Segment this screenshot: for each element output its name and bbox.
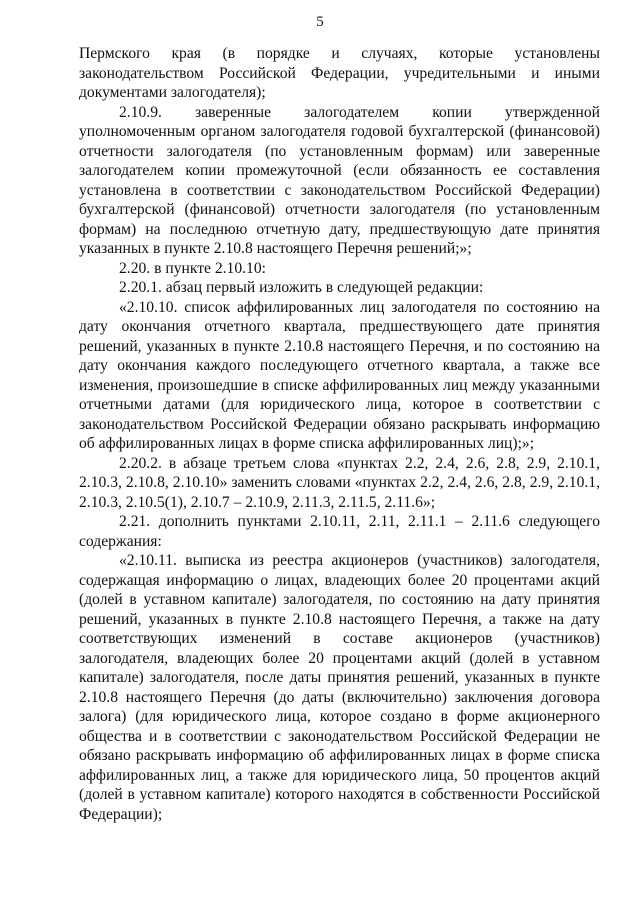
- paragraph: 2.20. в пункте 2.10.10:: [119, 259, 266, 277]
- paragraph: 2.20.2. в абзаце третьем слова «пунктах 2.2, 2.4, 2.6, 2.8, 2.9, 2.10.1, 2.10.3, 2.10.8, 2.10.10» заменить словами «пунктах 2.2, 2.4, 2.6, 2.8, 2.9, 2.10.1, 2.10.3, 2.10.5(1), 2.10.7 – 2.10.9, 2.11.3, 2.11.5, 2.11.6»;: [79, 454, 600, 511]
- paragraph: 2.21. дополнить пунктами 2.10.11, 2.11, 2.11.1 – 2.11.6 следующего содержания:: [79, 513, 600, 550]
- paragraph: 2.20.1. абзац первый изложить в следующей редакции:: [119, 279, 484, 296]
- page-number: 5: [316, 14, 324, 30]
- paragraph: 2.10.9. заверенные залогодателем копии утвержденной уполномоченным органом залогодателя годовой бухгалтерской (финансовой) отчетности залогодателя (по установленным формам) или заверенные залогодателем копии промежуточной (если обязанность ее составления установлена в соответствии с законодательством Российской Федерации) бухгалтерской (финансовой) отчетности залогодателя (по установленным формам) на последнюю отчетную дату, предшествующую дате принятия указанных в пункте 2.10.8 настоящего Перечня решений;»;: [79, 103, 600, 257]
- paragraph: Пермского края (в порядке и случаях, которые установлены законодательством Российской Федерации, учредительными и иными документами залогодателя);: [79, 45, 600, 101]
- document-body: [79, 44, 600, 824]
- paragraph: «2.10.11. выписка из реестра акционеров (участников) залогодателя, содержащая информацию о лицах, владеющих более 20 процентами акций (долей в уставном капитале) залогодателя, по состоянию на дату принятия решений, указанных в пункте 2.10.8 настоящего Перечня, а также на дату соответствующих изменений в составе акционеров (участников) залогодателя, владеющих более 20 процентами акций (долей в уставном капитале) залогодателя, после даты принятия решений, указанных в пункте 2.10.8 настоящего Перечня (до даты (включительно) заключения договора залога) (для юридического лица, которое создано в форме акционерного общества и в соответствии с законодательством Российской Федерации не обязано раскрывать информацию об аффилированных лицах в форме списка аффилированных лиц, а также для юридического лица, 50 процентов акций (долей в уставном капитале) которого находятся в собственности Российской Федерации);: [79, 552, 600, 823]
- paragraph: «2.10.10. список аффилированных лиц залогодателя по состоянию на дату окончания отчетного квартала, предшествующего дате принятия решений, указанных в пункте 2.10.8 настоящего Перечня, и по состоянию на дату окончания каждого последующего отчетного квартала, а также все изменения, произошедшие в списке аффилированных лиц между указанными отчетными датами (для юридического лица, которое в соответствии с законодательством Российской Федерации обязано раскрывать информацию об аффилированных лицах в форме списка аффилированных лиц);»;: [79, 298, 600, 452]
